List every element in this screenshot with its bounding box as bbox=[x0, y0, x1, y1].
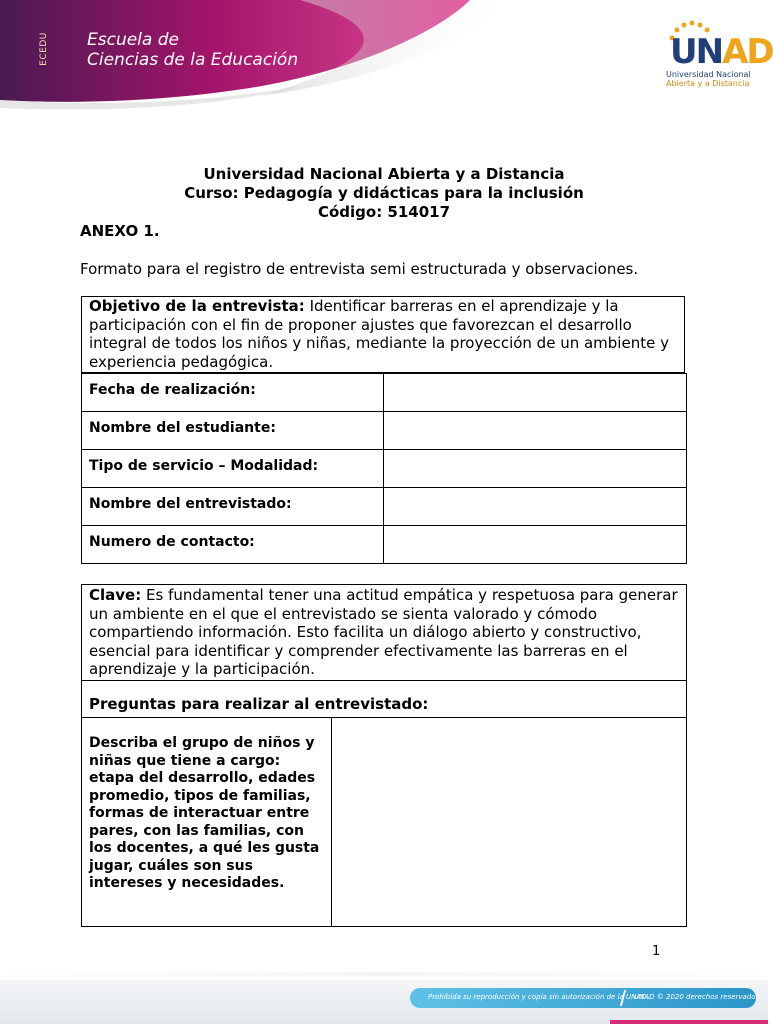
format-description: Formato para el registro de entrevista semi estructurada y observaciones. bbox=[80, 260, 639, 278]
title-course: Curso: Pedagogía y didácticas para la inclusión bbox=[184, 184, 584, 202]
page-number: 1 bbox=[652, 944, 661, 959]
interview-questions-table bbox=[81, 584, 687, 927]
page-footer bbox=[0, 962, 768, 1024]
row-label: Fecha de realización: bbox=[81, 373, 384, 412]
logo-subtitle-line2: Abierta y a Distancia bbox=[666, 79, 750, 88]
key-cell bbox=[81, 584, 687, 681]
footer-notice: Prohibida su reproducción y copia sin autorización de la UNAD. bbox=[428, 993, 649, 1001]
row-label: Tipo de servicio – Modalidad: bbox=[81, 449, 384, 488]
interview-info-table bbox=[81, 296, 687, 566]
school-name-line1: Escuela de bbox=[87, 30, 179, 50]
interviewee-name-field[interactable] bbox=[383, 487, 687, 526]
key-label: Clave: bbox=[89, 586, 142, 604]
ecedu-badge: ECEDU bbox=[38, 32, 49, 66]
logo-subtitle-line1: Universidad Nacional bbox=[666, 70, 751, 79]
key-text: Es fundamental tener una actitud empática y respetuosa para generar un ambiente en el que el entrevistado se sienta valorado y cómodo compartiendo información. Esto facilita un diálogo abierto y constructivo, esencial para identificar y comprender efectivamente las barreras en el aprendizaje y la participación. bbox=[89, 586, 678, 678]
footer-copyright: UNAD © 2020 derechos reservados. bbox=[634, 993, 762, 1001]
objective-cell bbox=[81, 296, 685, 373]
date-field[interactable] bbox=[383, 373, 687, 412]
objective-text: Identificar barreras en el aprendizaje y la participación con el fin de proponer ajustes que favorezcan el desarrollo integral de todos los niños y niñas, mediante la proyección de un ambiente y experiencia pedagógica. bbox=[89, 297, 669, 371]
footer-accent-bar bbox=[610, 1020, 768, 1024]
annex-heading: ANEXO 1. bbox=[80, 222, 160, 240]
student-name-field[interactable] bbox=[383, 411, 687, 450]
service-type-field[interactable] bbox=[383, 449, 687, 488]
table-row bbox=[81, 411, 687, 449]
row-label: Numero de contacto: bbox=[81, 525, 384, 564]
table-row bbox=[81, 449, 687, 487]
row-label: Nombre del entrevistado: bbox=[81, 487, 384, 526]
table-row bbox=[81, 487, 687, 525]
answer-1-field[interactable] bbox=[331, 717, 687, 927]
footer-divider bbox=[0, 972, 768, 976]
table-row bbox=[81, 373, 687, 411]
row-label: Nombre del estudiante: bbox=[81, 411, 384, 450]
title-code: Código: 514017 bbox=[317, 203, 451, 221]
contact-number-field[interactable] bbox=[383, 525, 687, 564]
question-1: Describa el grupo de niños y niñas que tiene a cargo: etapa del desarrollo, edades promedio, tipos de familias, formas de interactuar entre pares, con las familias, con los docentes, a qué les gusta jugar, cuáles son sus intereses y necesidades. bbox=[81, 717, 332, 927]
questions-heading: Preguntas para realizar al entrevistado: bbox=[81, 680, 687, 718]
unad-logo bbox=[662, 18, 773, 90]
table-row bbox=[81, 525, 687, 563]
school-name-line2: Ciencias de la Educación bbox=[87, 50, 299, 70]
title-university: Universidad Nacional Abierta y a Distancia bbox=[203, 165, 565, 183]
logo-wordmark: UNAD bbox=[670, 32, 773, 72]
page-header bbox=[0, 0, 773, 110]
objective-label: Objetivo de la entrevista: bbox=[89, 297, 305, 315]
